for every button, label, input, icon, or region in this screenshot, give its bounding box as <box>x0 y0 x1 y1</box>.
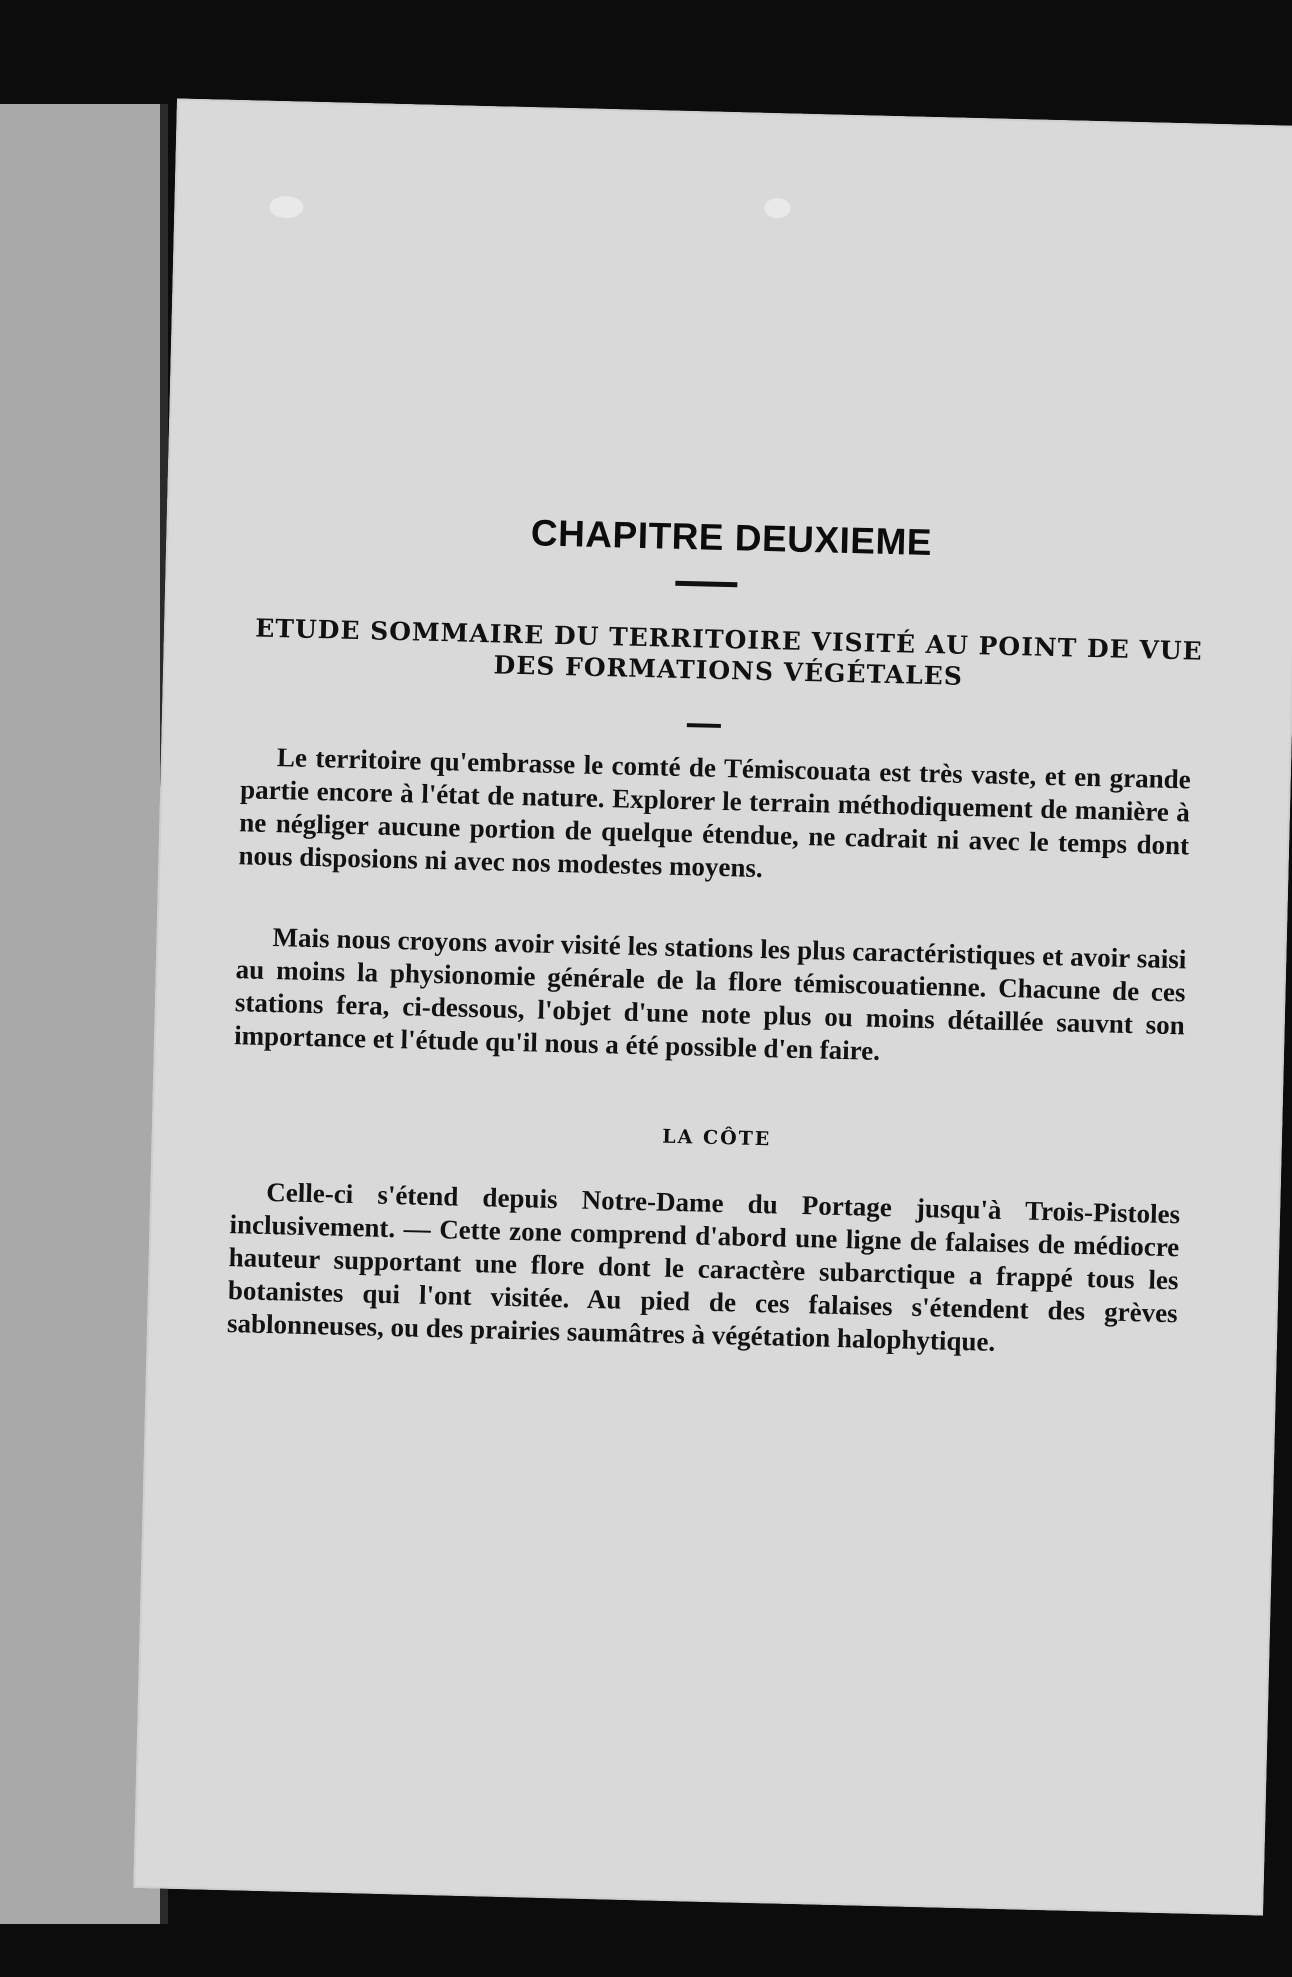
subsection-heading: LA CÔTE <box>662 1125 772 1151</box>
paragraph-stations: Mais nous croyons avoir visité les stations les plus caractéristiques et avoir saisi au moins la physionomie générale de la flore témiscouatienne. Chacune de ces stations fera, ci-dessous, l'objet d'une note plus ou moins détaillée sauvnt son importance et l'étude qu'il nous a été possible d'en faire. <box>233 922 1187 1066</box>
chapter-title: CHAPITRE DEUXIEME <box>530 512 933 564</box>
section-rule <box>687 723 721 728</box>
book-page <box>133 98 1292 1915</box>
scan-smudge <box>764 198 790 219</box>
scan-smudge <box>269 196 304 219</box>
paragraph-la-cote: Celle-ci s'étend depuis Notre-Dame du Portage jusqu'à Trois-Pistoles inclusivement. — Cette zone comprend d'abord une ligne de falaises de médiocre hauteur supportant une flore dont le caractère subarctique a frappé tous les botanistes qui l'ont visitée. Au pied de ces falaises s'étendent des grèves sablonneuses, ou des prairies saumâtres à végétation halophytique. <box>226 1176 1181 1357</box>
section-heading: ETUDE SOMMAIRE DU TERRITOIRE VISITÉ AU POINT DE VUE DES FORMATIONS VÉGÉTALES <box>254 613 1204 691</box>
paragraph-intro: Le territoire qu'embrasse le comté de Témiscouata est très vaste, et en grande partie encore à l'état de nature. Explorer le terrain méthodiquement de manière à ne négliger aucune portion de quelque étendue, ne cadrait ni avec le temps dont nous disposions ni avec nos modestes moyens. <box>238 742 1192 883</box>
title-rule <box>675 581 737 588</box>
